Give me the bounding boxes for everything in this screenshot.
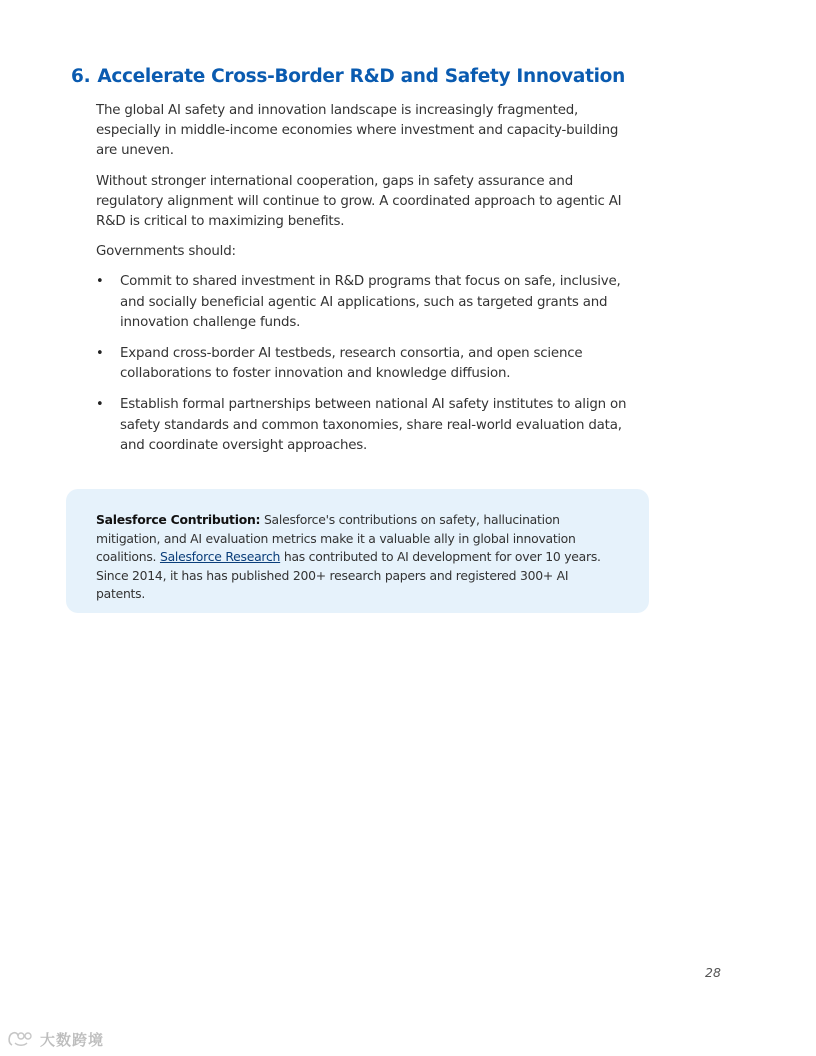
salesforce-contribution-callout [66,489,649,613]
paragraph-landscape: The global AI safety and innovation landscape is increasingly fragmented, especially in middle-income economies where investment and capacity-building are uneven. [96,103,619,159]
section-body [96,101,636,467]
list-item [96,395,636,456]
paragraph-cooperation: Without stronger international cooperation, gaps in safety assurance and regulatory alignment will continue to grow. A coordinated approach to agentic AI R&D is critical to maximizing benefits. [96,173,622,230]
callout-body-1: Salesforce's contributions on safety, hallucination mitigation, and AI evaluation metrics make it a valuable ally in global innovation coalitions. [96,512,576,564]
callout-text [96,511,619,604]
callout-body-2: has contributed to AI development for over 10 years. Since 2014, it has has published 200+ research papers and registered 300+ AI patents. [96,549,601,601]
watermark-text: 大数跨境 [40,1030,105,1049]
callout-lead: Salesforce Contribution: [96,512,261,527]
list-item [96,344,636,384]
list-item-text: Expand cross-border AI testbeds, research consortia, and open science collaborations to foster innovation and knowledge diffusion. [120,346,583,382]
section-title: Accelerate Cross-Border R&D and Safety Innovation [97,66,625,87]
paragraph-governments-should: Governments should: [96,244,236,260]
list-item-text: Establish formal partnerships between national AI safety institutes to align on safety standards and common taxonomies, share real-world evaluation data, and coordinate oversight approaches. [120,397,627,453]
watermark [6,1027,104,1051]
list-item [96,272,636,333]
bullet-icon: • [96,274,104,290]
recommendation-list [96,272,636,456]
bullet-icon: • [96,346,104,362]
watermark-logo-icon [6,1029,36,1049]
bullet-icon: • [96,397,104,413]
section-heading [71,66,771,87]
page-number: 28 [705,965,721,980]
list-item-text: Commit to shared investment in R&D programs that focus on safe, inclusive, and socially beneficial agentic AI applications, such as targeted grants and innovation challenge funds. [120,274,621,330]
section-number: 6. [71,66,91,87]
salesforce-research-link[interactable]: Salesforce Research [159,549,281,564]
